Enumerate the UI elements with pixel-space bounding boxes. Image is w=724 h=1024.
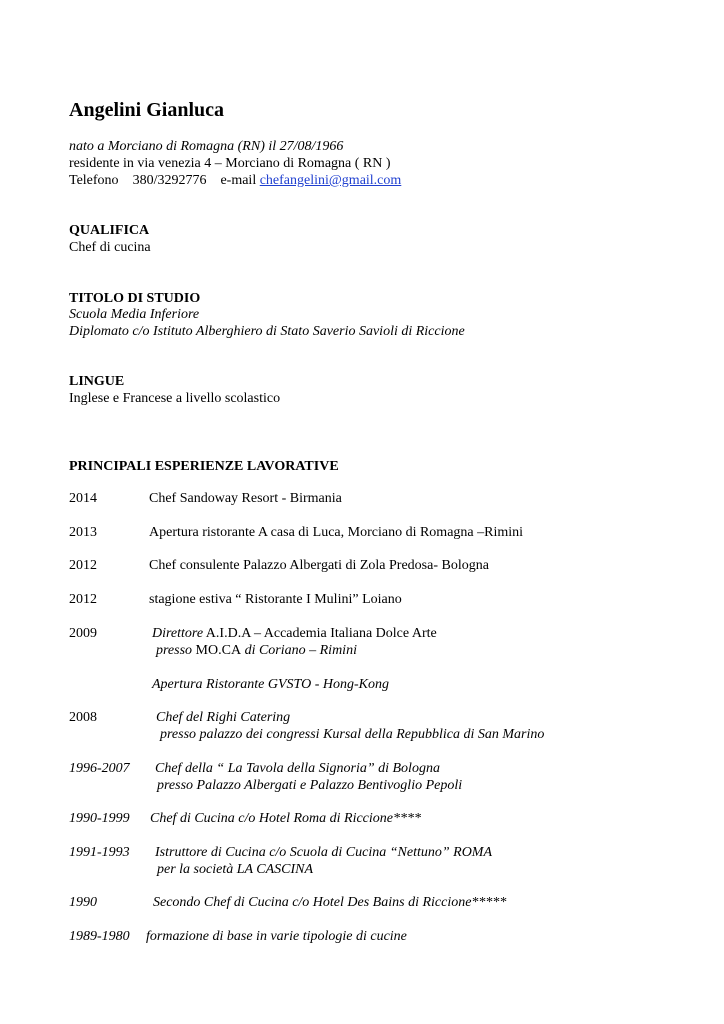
experience-year: 1990-1999: [69, 811, 130, 826]
page-title: Angelini Gianluca: [69, 99, 225, 121]
qualifica-value: Chef di cucina: [69, 240, 151, 255]
experience-org: A.I.D.A – Accademia Italiana Dolce Arte: [203, 626, 437, 641]
experience-text: stagione estiva “ Ristorante I Mulini” Loiano: [149, 592, 402, 607]
phone-number: 380/3292776: [132, 173, 207, 188]
experience-text: formazione di base in varie tipologie di cucine: [146, 929, 407, 944]
experience-year: 1989-1980: [69, 929, 130, 944]
experience-year: 2012: [69, 592, 97, 607]
titolo-line-2: Diplomato c/o Istituto Alberghiero di Stato Saverio Savioli di Riccione: [69, 324, 465, 339]
titolo-heading: TITOLO DI STUDIO: [69, 291, 201, 306]
experience-text-2: presso palazzo dei congressi Kursal della Repubblica di San Marino: [160, 727, 545, 742]
experience-year: 1990: [69, 895, 97, 910]
birth-info: nato a Morciano di Romagna (RN) il 27/08/1966: [69, 139, 344, 154]
lingue-heading: LINGUE: [69, 374, 125, 389]
experience-text-2: [156, 642, 357, 659]
esperienze-heading: PRINCIPALI ESPERIENZE LAVORATIVE: [69, 459, 339, 474]
contact-line: [69, 172, 401, 189]
experience-text: [152, 625, 437, 642]
experience-year: 2009: [69, 626, 97, 641]
experience-place: MO.CA: [192, 643, 242, 658]
titolo-line-1: Scuola Media Inferiore: [69, 307, 200, 322]
experience-year: 1991-1993: [69, 845, 130, 860]
experience-year: 2008: [69, 710, 97, 725]
qualifica-heading: QUALIFICA: [69, 223, 150, 238]
experience-presso: presso: [156, 643, 193, 658]
experience-text-2: per la società LA CASCINA: [157, 862, 314, 877]
experience-text: Chef consulente Palazzo Albergati di Zola Predosa- Bologna: [149, 558, 489, 573]
experience-year: 2013: [69, 525, 97, 540]
residence-info: residente in via venezia 4 – Morciano di Romagna ( RN ): [69, 156, 391, 171]
email-label: e-mail: [220, 173, 257, 188]
experience-text: Secondo Chef di Cucina c/o Hotel Des Bains di Riccione*****: [153, 895, 507, 910]
experience-text-2: presso Palazzo Albergati e Palazzo Bentivoglio Pepoli: [157, 778, 463, 793]
experience-text: Istruttore di Cucina c/o Scuola di Cucina “Nettuno” ROMA: [155, 845, 493, 860]
lingue-value: Inglese e Francese a livello scolastico: [69, 391, 281, 406]
experience-text: Chef di Cucina c/o Hotel Roma di Riccione****: [150, 811, 422, 826]
email-link[interactable]: chefangelini@gmail.com: [259, 173, 402, 188]
experience-text: Chef Sandoway Resort - Birmania: [149, 491, 342, 506]
experience-place-2: di Coriano – Rimini: [241, 643, 357, 658]
experience-text: Chef della “ La Tavola della Signoria” di Bologna: [155, 761, 440, 776]
experience-year: 1996-2007: [69, 761, 130, 776]
experience-year: 2012: [69, 558, 97, 573]
phone-label: Telefono: [69, 173, 119, 188]
experience-year: 2014: [69, 491, 97, 506]
experience-text: Chef del Righi Catering: [156, 710, 291, 725]
experience-role: Direttore: [152, 626, 204, 641]
experience-extra: Apertura Ristorante GVSTO - Hong-Kong: [152, 677, 389, 692]
experience-text: Apertura ristorante A casa di Luca, Morciano di Romagna –Rimini: [149, 525, 524, 540]
